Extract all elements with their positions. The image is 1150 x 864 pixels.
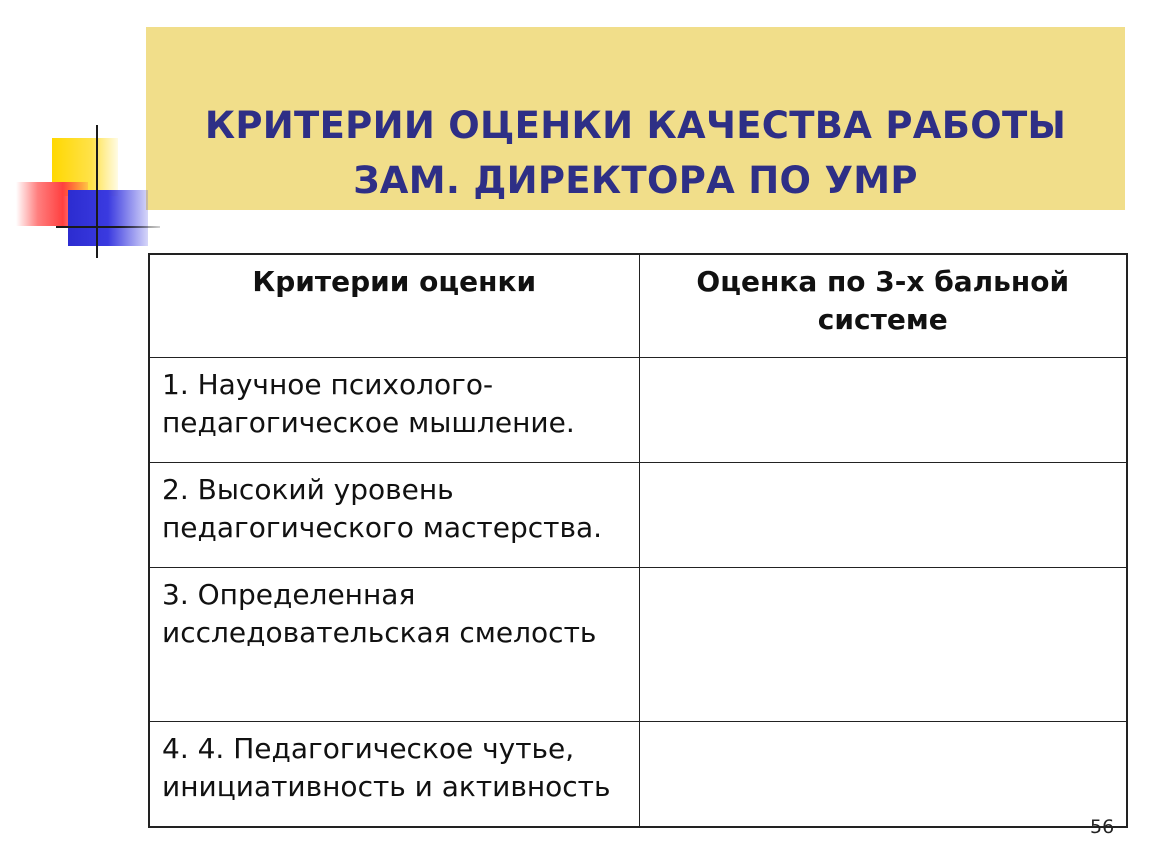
decor-vertical-line <box>96 125 98 258</box>
slide-title-line-1: КРИТЕРИИ ОЦЕНКИ КАЧЕСТВА РАБОТЫ <box>204 104 1067 147</box>
slide-title <box>146 98 1125 208</box>
score-cell <box>639 568 1127 722</box>
page-number: 56 <box>1090 816 1115 838</box>
table-row <box>149 358 1127 463</box>
criterion-cell: 1. Научное психолого-педагогическое мышление. <box>149 358 639 463</box>
table-row <box>149 722 1127 828</box>
header-criteria: Критерии оценки <box>149 254 639 358</box>
decor-horizontal-line <box>56 226 160 228</box>
criteria-table <box>148 253 1128 828</box>
criterion-cell: 3. Определенная исследовательская смелость <box>149 568 639 722</box>
score-cell <box>639 358 1127 463</box>
criterion-cell: 2. Высокий уровень педагогического мастерства. <box>149 463 639 568</box>
criterion-cell: 4. 4. Педагогическое чутье, инициативность и активность <box>149 722 639 828</box>
slide-title-line-2: ЗАМ. ДИРЕКТОРА ПО УМР <box>353 159 918 202</box>
table-row <box>149 568 1127 722</box>
score-cell <box>639 463 1127 568</box>
table-row <box>149 463 1127 568</box>
table-header-row <box>149 254 1127 358</box>
decor-blue-square <box>68 190 148 246</box>
score-cell <box>639 722 1127 828</box>
header-score: Оценка по 3-х бальной системе <box>639 254 1127 358</box>
